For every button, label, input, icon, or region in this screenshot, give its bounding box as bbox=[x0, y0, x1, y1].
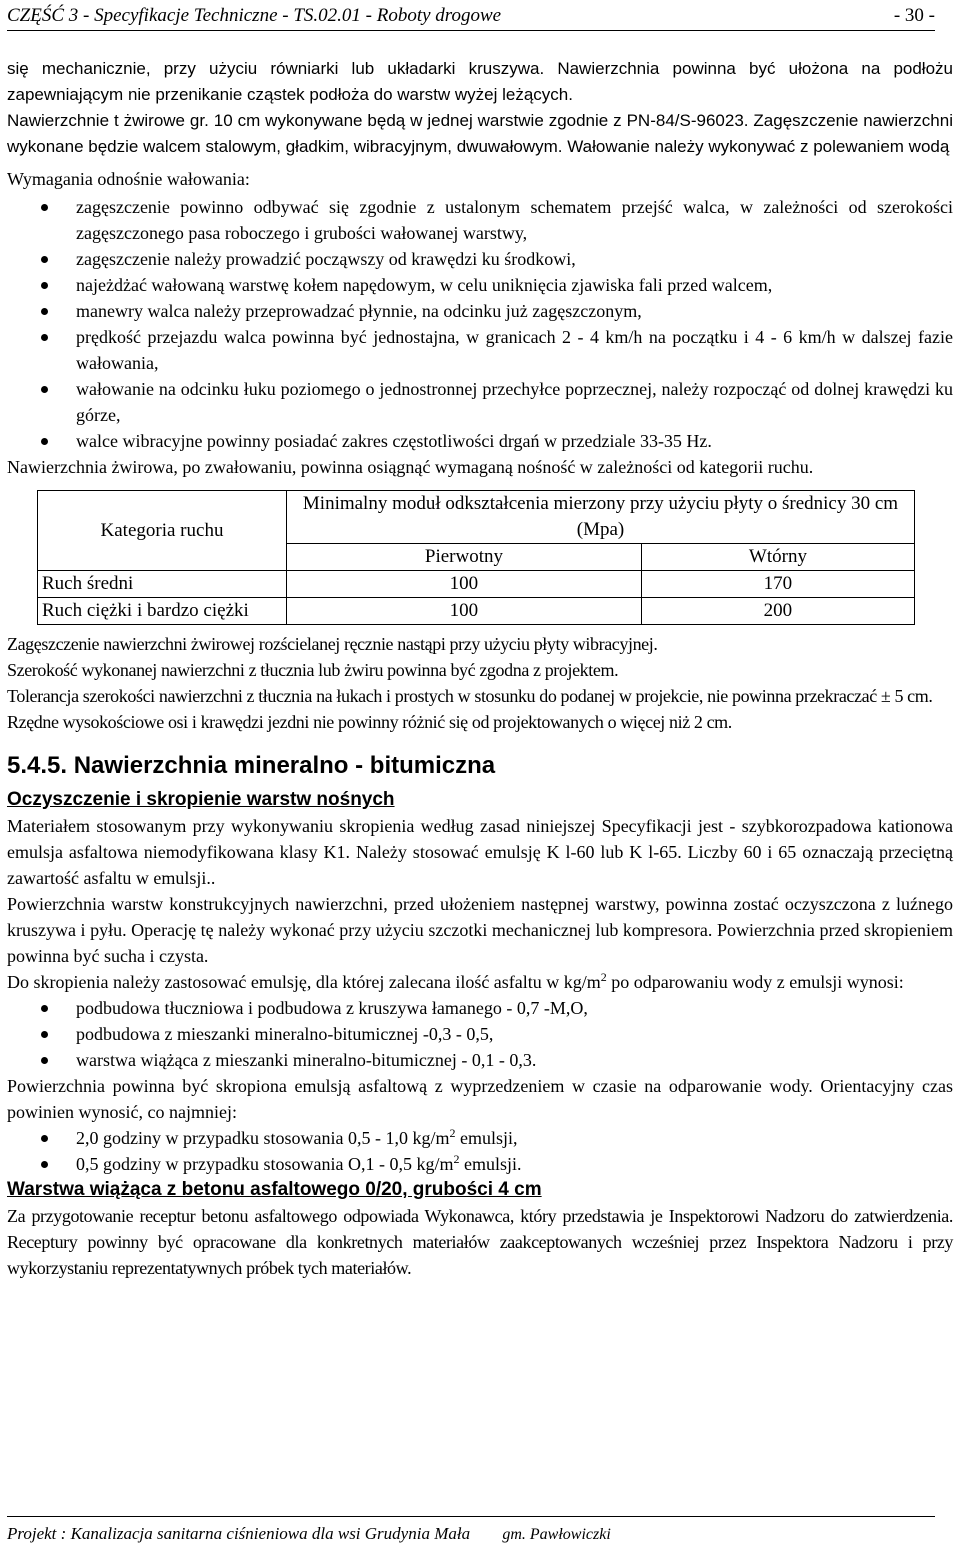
after-table-paragraph-3: Tolerancja szerokości nawierzchni z tłucznia na łukach i prostych w stosunku do podanej w projekcie, nie powinna przekraczać ± 5 cm. bbox=[7, 686, 933, 706]
section-paragraph-4: Powierzchnia powinna być skropiona emulsją asfaltową z wyprzedzeniem w czasie na odparowanie wody. Orientacyjny czas powinien wynosić, co najmniej: bbox=[7, 1076, 953, 1122]
list-item: zagęszczenie powinno odbywać się zgodnie z ustalonym schematem przejść walca, w zależności od szerokości zagęszczonego pasa roboczego i grubości wałowanej warstwy, bbox=[7, 194, 953, 246]
bullet-icon bbox=[41, 1031, 48, 1038]
list-item: 2,0 godziny w przypadku stosowania 0,5 - 1,0 $kg/m^2$ emulsji, bbox=[7, 1125, 953, 1151]
after-table-paragraph-4: Rzędne wysokościowe osi i krawędzi jezdni nie powinny różnić się od projektowanych o więcej niż 2 cm. bbox=[7, 712, 732, 732]
table-header-modulus: Minimalny moduł odkształcenia mierzony przy użyciu płyty o średnicy 30 cm (Mpa) bbox=[287, 491, 915, 544]
table-cell-secondary: 170 bbox=[641, 571, 914, 598]
after-table-paragraph-2: Szerokość wykonanej nawierzchni z tłucznia lub żwiru powinna być zgodna z projektem. bbox=[7, 660, 619, 680]
list-item: manewry walca należy przeprowadzać płynnie, na odcinku już zagęszczonym, bbox=[7, 298, 953, 324]
intro-paragraph-2-main: Nawierzchnie t żwirowe gr. 10 cm wykonywane będą w jednej warstwie zgodnie z PN-84/S-96023. Zagęszczenie nawierzchni wykonane będzie walcem stalowym, gładkim, wibracyjnym, dwuwałowym. bbox=[7, 111, 953, 156]
load-capacity-paragraph: Nawierzchnia żwirowa, po zwałowaniu, powinna osiągnąć wymaganą nośność w zależności od kategorii ruchu. bbox=[7, 457, 814, 477]
table-cell-primary: 100 bbox=[287, 598, 642, 625]
bullet-icon bbox=[41, 308, 48, 315]
asphalt-rates-list bbox=[7, 995, 953, 1073]
bullet-icon bbox=[41, 1005, 48, 1012]
bullet-icon bbox=[41, 256, 48, 263]
list-item: 0,5 godziny w przypadku stosowania O,1 - 0,5 $kg/m^2$ emulsji. bbox=[7, 1151, 953, 1177]
list-item: najeżdżać wałowaną warstwę kołem napędowym, w celu uniknięcia zjawiska fali przed walcem, bbox=[7, 272, 953, 298]
list-item: walce wibracyjne powinny posiadać zakres częstotliwości drgań w przedziale 33-35 Hz. bbox=[7, 428, 953, 454]
list-item: warstwa wiążąca z mieszanki mineralno-bitumicznej - 0,1 - 0,3. bbox=[7, 1047, 953, 1073]
bullet-icon bbox=[41, 282, 48, 289]
table-row bbox=[38, 571, 915, 598]
table-header-category: Kategoria ruchu bbox=[38, 491, 287, 571]
table-cell-secondary: 200 bbox=[641, 598, 914, 625]
list-item: podbudowa tłuczniowa i podbudowa z kruszywa łamanego - 0,7 -M,O, bbox=[7, 995, 953, 1021]
page-number: - 30 - bbox=[893, 5, 935, 26]
requirements-intro: Wymagania odnośnie wałowania: bbox=[7, 169, 250, 189]
table-row bbox=[38, 598, 915, 625]
table-cell-primary: 100 bbox=[287, 571, 642, 598]
modulus-table bbox=[37, 490, 915, 625]
list-item: prędkość przejazdu walca powinna być jednostajna, w granicach 2 - 4 km/h na początku i 4 - 6 km/h w dalszej fazie wałowania, bbox=[7, 324, 953, 376]
section-paragraph-1: Materiałem stosowanym przy wykonywaniu skropienia według zasad niniejszej Specyfikacji jest - szybkorozpadowa kationowa emulsja asfaltowa niemodyfikowana klasy K1. Należy stosować emulsję K l-60 lub K l-65. Liczby 60 i 65 oznaczają przeciętną zawartość asfaltu w emulsji.. bbox=[7, 816, 953, 888]
section-paragraph-2: Powierzchnia warstw konstrukcyjnych nawierzchni, przed ułożeniem następnej warstwy, powinna zostać oczyszczona z luźnego kruszywa i pyłu. Operację tę należy wykonać przy użyciu szczotki mechanicznej lub kompresora. Powierzchnia przed skropieniem powinna być sucha i czysta. bbox=[7, 894, 953, 966]
evaporation-times-list bbox=[7, 1125, 953, 1177]
bullet-icon bbox=[41, 1161, 48, 1168]
table-header-primary: Pierwotny bbox=[287, 544, 642, 571]
footer-commune: gm. Pawłowiczki bbox=[502, 1526, 611, 1543]
bullet-icon bbox=[41, 438, 48, 445]
subheading-cleaning: Oczyszczenie i skropienie warstw nośnych bbox=[7, 789, 395, 810]
intro-paragraph-1: się mechanicznie, przy użyciu równiarki lub układarki kruszywa. Nawierzchnia powinna być ułożona na podłożu zapewniającym nie przenikanie cząstek podłoża do warstw wyżej leżących. bbox=[7, 59, 953, 104]
bullet-icon bbox=[41, 386, 48, 393]
list-item: zagęszczenie należy prowadzić począwszy od krawędzi ku środkowi, bbox=[7, 246, 953, 272]
bullet-icon bbox=[41, 1057, 48, 1064]
after-table-paragraph-1: Zagęszczenie nawierzchni żwirowej rozścielanej ręcznie nastąpi przy użyciu płyty wibracyjnej. bbox=[7, 634, 658, 654]
page-footer bbox=[7, 1516, 935, 1548]
bullet-icon bbox=[41, 1135, 48, 1142]
page-content bbox=[7, 56, 953, 1281]
list-item: podbudowa z mieszanki mineralno-bitumicznej -0,3 - 0,5, bbox=[7, 1021, 953, 1047]
rolling-requirements-list bbox=[7, 194, 953, 454]
intro-paragraph-2-tail: Wałowanie należy wykonywać z polewaniem wodą bbox=[562, 137, 950, 156]
list-item: wałowanie na odcinku łuku poziomego o jednostronnej przechyłce poprzecznej, należy rozpocząć od dolnej krawędzi ku górze, bbox=[7, 376, 953, 428]
bullet-icon bbox=[41, 204, 48, 211]
table-cell-category: Ruch średni bbox=[38, 571, 287, 598]
table-header-secondary: Wtórny bbox=[641, 544, 914, 571]
page-header bbox=[7, 0, 935, 31]
subheading-binder-course: Warstwa wiążąca z betonu asfaltowego 0/20, grubości 4 cm bbox=[7, 1179, 542, 1200]
section-heading: 5.4.5. Nawierzchnia mineralno - bitumiczna bbox=[7, 752, 496, 779]
section-paragraph-3: Do skropienia należy zastosować emulsję, dla której zalecana ilość asfaltu w $kg/m^2$ po odparowaniu wody z emulsji wynosi: bbox=[7, 970, 904, 992]
intro-paragraph-2 bbox=[7, 108, 953, 160]
bullet-icon bbox=[41, 334, 48, 341]
document-title: CZĘŚĆ 3 - Specyfikacje Techniczne - TS.02.01 - Roboty drogowe bbox=[7, 5, 502, 26]
table-cell-category: Ruch ciężki i bardzo ciężki bbox=[38, 598, 287, 625]
footer-project: Projekt : Kanalizacja sanitarna ciśnieniowa dla wsi Grudynia Mała bbox=[7, 1524, 471, 1543]
section-paragraph-5: Za przygotowanie receptur betonu asfaltowego odpowiada Wykonawca, który przedstawia je Inspektorowi Nadzoru do zatwierdzenia. Receptury powinny być opracowane dla konkretnych materiałów zaakceptowanych wcześniej przez Inspektora Nadzoru i przy wykorzystaniu reprezentatywnych próbek tych materiałów. bbox=[7, 1206, 953, 1278]
